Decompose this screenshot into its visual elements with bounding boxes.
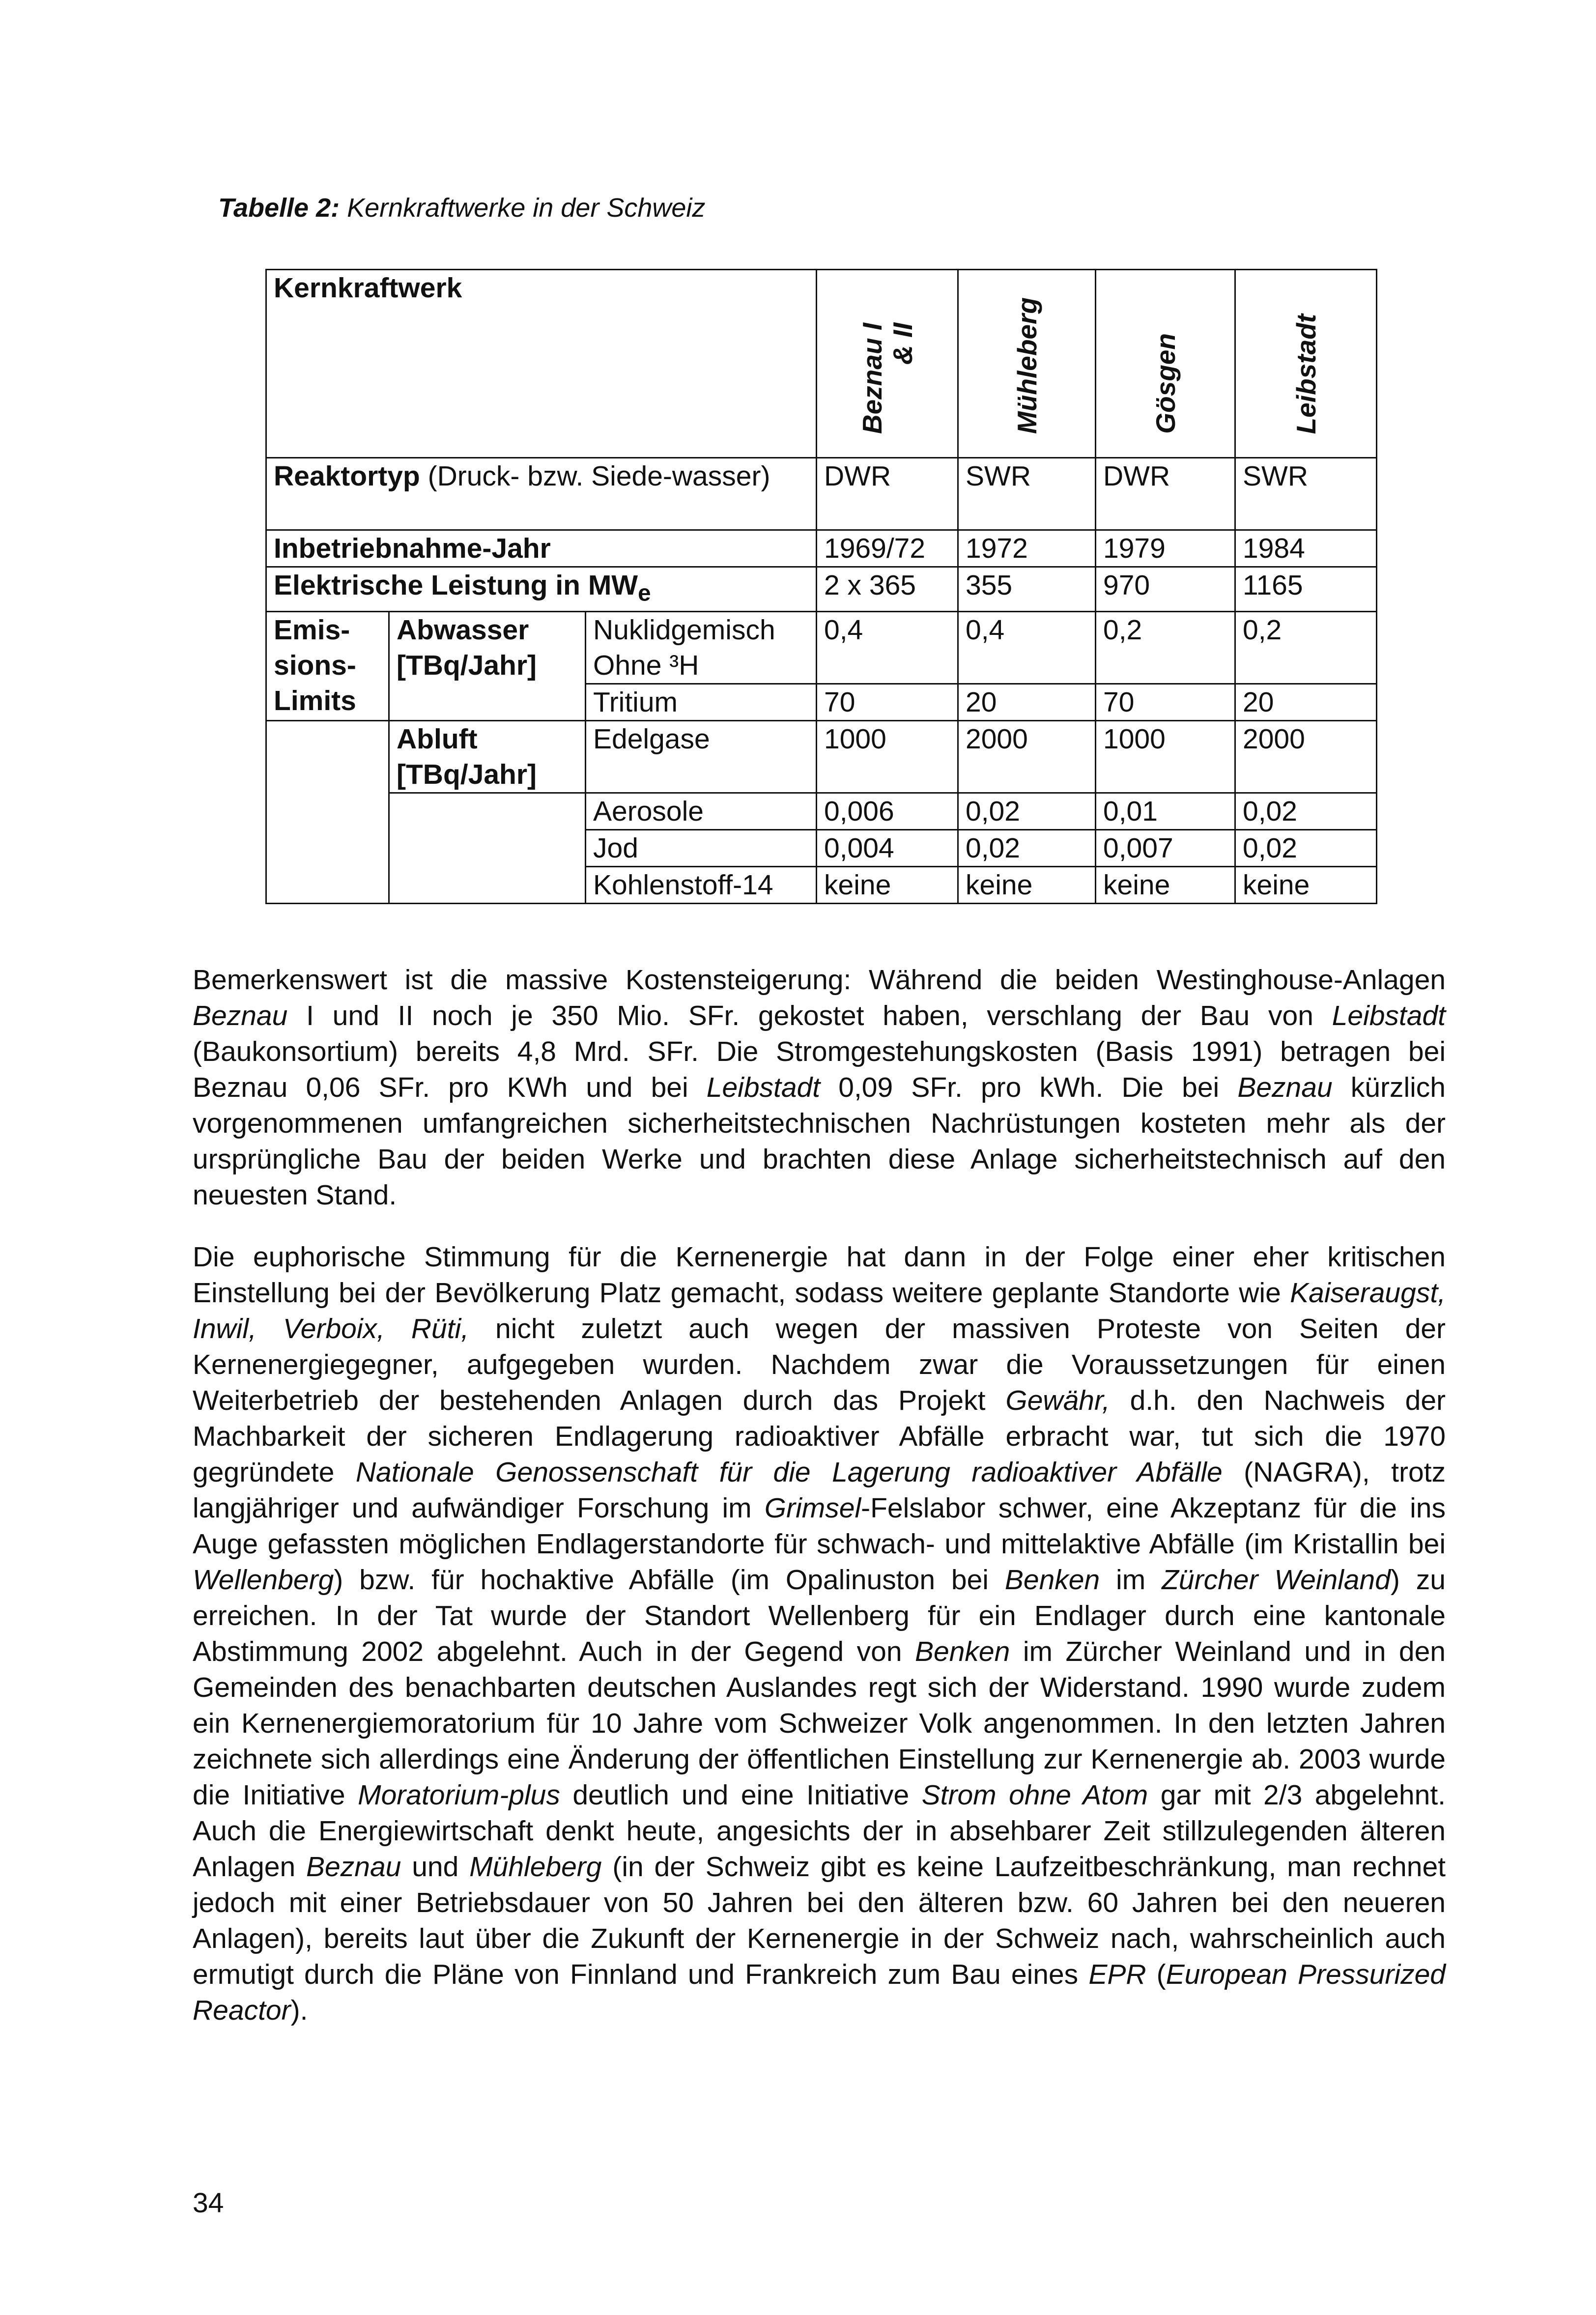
- plant-header-goesgen: Gösgen: [1096, 270, 1235, 458]
- commissioning-label: Inbetriebnahme-Jahr: [266, 530, 817, 567]
- body-text-run: -Felslabor schwer, eine Akzeptanz für die ins Auge gefassten möglichen Endlagerstandorte für schwach- und mittelaktive Abfälle (im Kristallin bei: [193, 1492, 1446, 1560]
- emphasis-text: European Pressurized Reactor: [193, 1959, 1446, 2026]
- substance-cell: Edelgase: [586, 721, 817, 793]
- table-cell: 0,2: [1235, 612, 1377, 684]
- table-caption-title: Kernkraftwerke in der Schweiz: [347, 193, 706, 223]
- table-cell: 1972: [958, 530, 1096, 567]
- table-cell: DWR: [817, 458, 958, 530]
- emphasis-text: Benken: [1004, 1564, 1100, 1596]
- table-cell: keine: [1096, 867, 1235, 904]
- body-text-run: im Zürcher Weinland und in den Gemeinden des benachbarten deutschen Auslandes regt sich der Widerstand. 1990 wurde zudem ein Kernenergiemoratorium für 10 Jahre vom Schweizer Volk angenommen. In den letzten Jahren zeichnete sich allerdings eine Änderung der öffentlichen Einstellung zur Kernenergie ab. 2003 wurde die Initiative: [193, 1636, 1446, 1811]
- table-cell: 970: [1096, 567, 1235, 612]
- body-text-run: ).: [290, 1995, 308, 2026]
- table-cell: 20: [1235, 684, 1377, 721]
- body-text-run: (in der Schweiz gibt es keine Laufzeitbeschränkung, man rechnet jedoch mit einer Betriebsdauer von 50 Jahren bei den älteren bzw. 60 Jahren bei den neueren Anlagen), bereits laut über die Zukunft der Kernenergie in der Schweiz nach, wahrscheinlich auch ermutigt durch die Pläne von Finnland und Frankreich zum Bau eines: [193, 1851, 1446, 1990]
- table-cell: 1969/72: [817, 530, 958, 567]
- table-header-row: [266, 270, 1377, 458]
- table-caption-label: Tabelle 2:: [218, 193, 340, 223]
- substance-cell: Jod: [586, 830, 817, 867]
- commissioning-row: [266, 530, 1377, 567]
- body-text-run: d.h. den Nachweis der Machbarkeit der sicheren Endlagerung radioaktiver Abfälle erbracht war, tut sich die 1970 gegründete: [193, 1385, 1446, 1488]
- body-text-run: nicht zuletzt auch wegen der massiven Proteste von Seiten der Kernenergiegegner, aufgegeben wurden. Nachdem zwar die Voraussetzungen für einen Weiterbetrieb der bestehenden Anlagen durch das Projekt: [193, 1313, 1446, 1416]
- emphasis-text: Nationale Genossenschaft für die Lagerung radioaktiver Abfälle: [355, 1457, 1223, 1488]
- emphasis-text: Moratorium-plus: [358, 1779, 560, 1811]
- table-cell: 2000: [958, 721, 1096, 793]
- table-cell: 1984: [1235, 530, 1377, 567]
- table-cell: 0,02: [1235, 793, 1377, 830]
- table-cell: 0,01: [1096, 793, 1235, 830]
- emphasis-text: Leibstadt: [1332, 1000, 1446, 1031]
- table-cell: 355: [958, 567, 1096, 612]
- table-cell: keine: [1235, 867, 1377, 904]
- emphasis-text: Kaiseraugst, Inwil, Verboix, Rüti,: [193, 1277, 1446, 1344]
- corner-header: Kernkraftwerk: [266, 270, 817, 458]
- body-text-run: und: [401, 1851, 470, 1883]
- body-text-run: deutlich und eine Initiative: [560, 1779, 922, 1811]
- table-cell: 1000: [1096, 721, 1235, 793]
- table-cell: 1000: [817, 721, 958, 793]
- table-cell: 20: [958, 684, 1096, 721]
- table-cell: 0,02: [958, 830, 1096, 867]
- table-cell: DWR: [1096, 458, 1235, 530]
- substance-cell: Nuklidgemisch Ohne ³H: [586, 612, 817, 684]
- emission-row: [266, 793, 1377, 830]
- emphasis-text: Mühleberg: [469, 1851, 602, 1883]
- emphasis-text: Wellenberg: [193, 1564, 334, 1596]
- reactor-type-row: [266, 458, 1377, 530]
- emission-limits-label: Emis- sions- Limits: [266, 612, 389, 721]
- nuclear-plants-table: [265, 269, 1377, 904]
- table-cell: keine: [958, 867, 1096, 904]
- substance-cell: Tritium: [586, 684, 817, 721]
- table-cell: 2000: [1235, 721, 1377, 793]
- table-cell: 0,007: [1096, 830, 1235, 867]
- body-text-run: I und II noch je 350 Mio. SFr. gekostet haben, verschlang der Bau von: [287, 1000, 1332, 1031]
- table-cell: 0,004: [817, 830, 958, 867]
- plant-header-beznau: Beznau I & II: [817, 270, 958, 458]
- body-text-run: kürzlich vorgenommenen umfangreichen sicherheitstechnischen Nachrüstungen kosteten mehr als der ursprüngliche Bau der beiden Werke und brachten diese Anlage sicherheitstechnisch auf den neuesten Stand.: [193, 1072, 1446, 1211]
- table-cell: 2 x 365: [817, 567, 958, 612]
- body-text-run: ) zu erreichen. In der Tat wurde der Standort Wellenberg für ein Endlager durch eine kantonale Abstimmung 2002 abgelehnt. Auch in der Gegend von: [193, 1564, 1446, 1667]
- body-text-run: Bemerkenswert ist die massive Kostensteigerung: Während die beiden Westinghouse-Anlagen: [193, 964, 1446, 996]
- body-text-run: im: [1100, 1564, 1162, 1596]
- wastewater-label: Abwasser [TBq/Jahr]: [389, 612, 586, 721]
- paragraph-cost: [193, 962, 1446, 1213]
- table-cell: SWR: [1235, 458, 1377, 530]
- table-cell: 1979: [1096, 530, 1235, 567]
- empty-cell: [389, 793, 586, 904]
- exhaust-air-label: Abluft [TBq/Jahr]: [389, 721, 586, 793]
- body-text-run: 0,09 SFr. pro kWh. Die bei: [820, 1072, 1238, 1103]
- table-cell: 70: [817, 684, 958, 721]
- emphasis-text: Gewähr,: [1005, 1385, 1110, 1416]
- table-caption: [218, 193, 705, 223]
- table-cell: 0,006: [817, 793, 958, 830]
- plant-header-leibstadt: Leibstadt: [1235, 270, 1377, 458]
- table-cell: 0,4: [817, 612, 958, 684]
- body-text-run: gar mit 2/3 abgelehnt. Auch die Energiewirtschaft denkt heute, angesichts der in absehbarer Zeit stillzulegenden älteren Anlagen: [193, 1779, 1446, 1883]
- emphasis-text: Grimsel: [764, 1492, 861, 1524]
- page-number: 34: [193, 2187, 224, 2219]
- body-text-run: Die euphorische Stimmung für die Kernenergie hat dann in der Folge einer eher kritischen Einstellung bei der Bevölkerung Platz gemacht, sodass weitere geplante Standorte wie: [193, 1241, 1446, 1309]
- body-text-run: (Baukonsortium) bereits 4,8 Mrd. SFr. Die Stromgestehungskosten (Basis 1991) betragen bei Beznau 0,06 SFr. pro KWh und bei: [193, 1036, 1446, 1103]
- empty-cell: [266, 721, 389, 904]
- table-cell: 0,02: [958, 793, 1096, 830]
- emphasis-text: Strom ohne Atom: [921, 1779, 1148, 1811]
- table-cell: SWR: [958, 458, 1096, 530]
- emphasis-text: Beznau: [1237, 1072, 1333, 1103]
- emphasis-text: Beznau: [193, 1000, 288, 1031]
- body-text-run: ) bzw. für hochaktive Abfälle (im Opalinuston bei: [334, 1564, 1005, 1596]
- body-text-run: (: [1146, 1959, 1166, 1990]
- table-cell: 70: [1096, 684, 1235, 721]
- table-cell: keine: [817, 867, 958, 904]
- power-row: [266, 567, 1377, 612]
- paragraph-public-opinion: [193, 1239, 1446, 2029]
- emphasis-text: Leibstadt: [706, 1072, 821, 1103]
- substance-cell: Aerosole: [586, 793, 817, 830]
- table-cell: 0,4: [958, 612, 1096, 684]
- emission-row: [266, 721, 1377, 793]
- reactor-type-label: Reaktortyp (Druck- bzw. Siede-wasser): [266, 458, 817, 530]
- substance-cell: Kohlenstoff-14: [586, 867, 817, 904]
- table-cell: 0,02: [1235, 830, 1377, 867]
- emphasis-text: Beznau: [306, 1851, 401, 1883]
- power-label: Elektrische Leistung in $MW_e$: [266, 567, 817, 612]
- emphasis-text: EPR: [1088, 1959, 1146, 1990]
- emphasis-text: Zürcher Weinland: [1162, 1564, 1391, 1596]
- table-cell: 0,2: [1096, 612, 1235, 684]
- emphasis-text: Benken: [915, 1636, 1010, 1667]
- emission-row: [266, 612, 1377, 684]
- table-cell: 1165: [1235, 567, 1377, 612]
- body-text-run: (NAGRA), trotz langjähriger und aufwändiger Forschung im: [193, 1457, 1446, 1524]
- plant-header-muehleberg: Mühleberg: [958, 270, 1096, 458]
